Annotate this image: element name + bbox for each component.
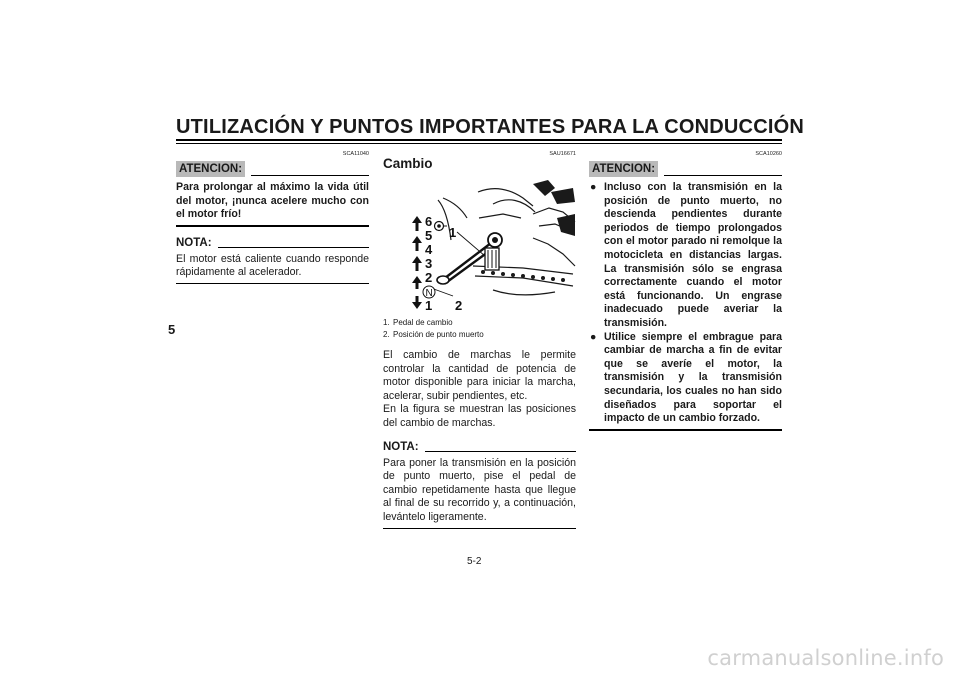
column-left: [176, 150, 369, 284]
callout-2: 2: [455, 298, 463, 312]
caption-item: [383, 317, 576, 329]
bullet-icon: ●: [590, 181, 597, 193]
gear-label-5: 5: [425, 228, 433, 243]
caution-label: ATENCION:: [589, 161, 658, 177]
note-end-rule: [176, 283, 369, 284]
body-paragraph: En la figura se muestran las posiciones del cambio de marchas.: [383, 403, 576, 429]
caption-number: 2.: [383, 330, 390, 339]
bullet-text: Incluso con la transmisión en la posición de punto muerto, no descienda pendientes durante periodos de tiempo prolongados con el motor parado ni remolque la motocicleta en distancias largas. La transmisión sólo se engrasa correctamente cuando el motor está funcionando. Un engrase inadecuado puede averiar la transmisión.: [604, 181, 782, 329]
gear-label-1: 1: [425, 298, 433, 312]
bullet-text: Utilice siempre el embrague para cambiar de marcha a fin de evitar que se averíe el motor, la transmisión y la transmisión secundaria, los cuales no han sido diseñados para soportar el impacto de un cambio forzado.: [604, 330, 782, 425]
gear-shift-illustration: [383, 178, 576, 312]
reference-code: SAU16671: [549, 151, 576, 157]
caption-text: Posición de punto muerto: [393, 330, 484, 339]
section-heading: Cambio: [383, 156, 433, 171]
caution-header: [176, 160, 369, 177]
list-item: [589, 181, 782, 331]
gear-shift-figure: [383, 178, 576, 312]
caption-number: 1.: [383, 318, 390, 327]
reference-code: SCA10260: [755, 151, 782, 157]
note-header: [383, 439, 576, 454]
bullet-icon: ●: [590, 330, 597, 343]
list-item: [589, 331, 782, 426]
column-middle: [383, 150, 576, 529]
watermark: carmanualsonline.info: [707, 646, 944, 670]
caution-end-rule: [589, 429, 782, 431]
gear-label-3: 3: [425, 256, 433, 271]
note-label: NOTA:: [176, 236, 212, 249]
caution-rule: [251, 175, 369, 176]
note-label: NOTA:: [383, 440, 419, 453]
caution-end-rule: [176, 225, 369, 227]
gear-label-4: 4: [425, 242, 433, 257]
note-header: [176, 235, 369, 250]
caption-item: [383, 329, 576, 341]
caution-label: ATENCION:: [176, 161, 245, 177]
page-title: UTILIZACIÓN Y PUNTOS IMPORTANTES PARA LA CONDUCCIÓN: [176, 116, 804, 138]
caution-rule: [664, 175, 782, 176]
caution-text: Para prolongar al máximo la vida útil del motor, ¡nunca acelere mucho con el motor frío!: [176, 181, 369, 221]
note-rule: [218, 247, 369, 248]
reference-code: SCA11040: [342, 151, 369, 157]
note-text: El motor está caliente cuando responde rápidamente al acelerador.: [176, 252, 369, 279]
column-right: [589, 150, 782, 431]
caution-header: [589, 160, 782, 177]
gear-label-6: 6: [425, 214, 433, 229]
caption-text: Pedal de cambio: [393, 318, 453, 327]
gear-label-2: 2: [425, 270, 433, 285]
caution-bullet-list: [589, 181, 782, 426]
note-end-rule: [383, 528, 576, 529]
note-rule: [425, 451, 576, 452]
callout-1: 1: [449, 225, 457, 240]
title-rule-thin: [176, 143, 782, 144]
note-text: Para poner la transmisión en la posición de punto muerto, pise el pedal de cambio repetidamente hasta que llegue al final de su recorrido y, a continuación, levántelo ligeramente.: [383, 456, 576, 523]
chapter-tab: 5: [168, 322, 176, 337]
figure-captions: [383, 317, 576, 341]
gear-label-n: N: [425, 288, 433, 299]
body-paragraph: El cambio de marchas le permite controlar la cantidad de potencia de motor disponible para iniciar la marcha, acelerar, subir pendientes, etc.: [383, 349, 576, 402]
page-number: 5-2: [467, 556, 482, 567]
title-rule: [176, 139, 782, 141]
